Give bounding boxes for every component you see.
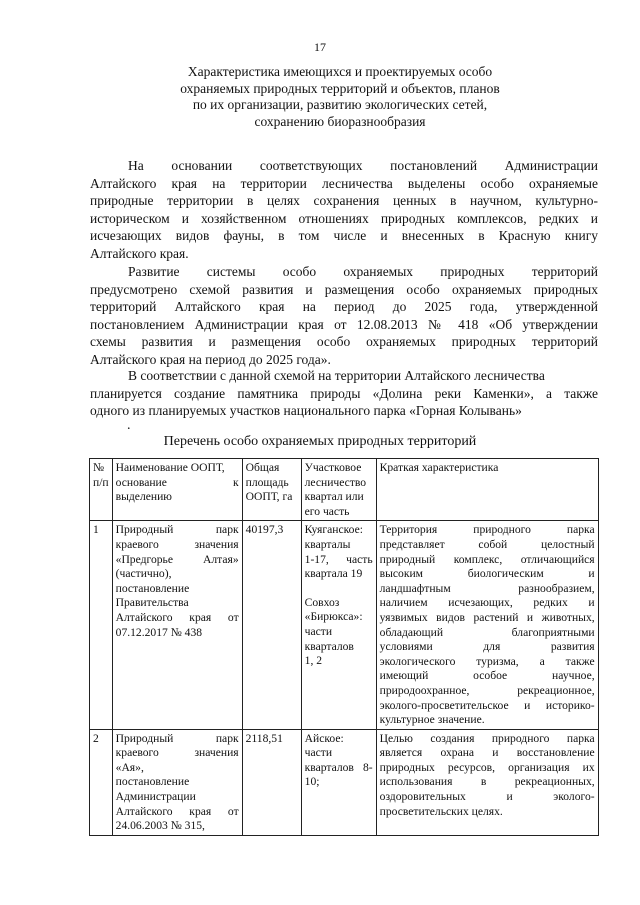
header-description: Краткая характеристика — [376, 459, 598, 521]
paragraph-line: территорий Алтайского края на период до 2025 года, утвержденной — [90, 299, 598, 314]
heading-line: охраняемых природных территорий и объектов, планов — [180, 80, 500, 96]
cell-forestry: Куяганское: кварталы 1-17, часть квартала 19 Совхоз «Бирюкса»: части кварталов 1, 2 — [301, 521, 376, 729]
cell-num: 2 — [90, 729, 113, 835]
paragraph-2 — [90, 263, 598, 368]
header-num: № п/п — [90, 459, 113, 521]
paragraph-line: схемы развития и размещения особо охраняемых природных территорий — [90, 334, 598, 349]
cell-name: Природный парк краевого значения «Предгорье Алтая» (частично), постановление Правительства Алтайского края от 07.12.2017 № 438 — [112, 521, 242, 729]
header-forestry: Участковое лесничество квартал или его часть — [301, 459, 376, 521]
paragraph-line: предусмотрено схемой развития и размещения особо охраняемых природных — [90, 281, 598, 297]
paragraph-line: историческом и хозяйственном отношениях природных комплексов, редких и — [90, 210, 598, 226]
paragraph-3 — [90, 367, 598, 420]
table-header-row — [90, 459, 599, 521]
table-title: Перечень особо охраняемых природных территорий — [163, 434, 477, 449]
page-number: 17 — [314, 40, 326, 54]
paragraph-line: исчезающих видов фауны, в том числе и внесенных в Красную книгу — [90, 228, 598, 243]
page-bottom-margin — [0, 858, 640, 905]
paragraph-line: Алтайского края на территории лесничества выделены особо охраняемые — [90, 175, 598, 191]
paragraph-line: постановлением Администрации края от 12.08.2013 № 418 «Об утверждении — [90, 316, 598, 332]
paragraph-line: природные территории в целях сохранения ценных в научном, культурно- — [90, 193, 598, 208]
heading-line: по их организации, развитию экологических сетей, — [192, 97, 488, 112]
paragraph-line: В соответствии с данной схемой на территории Алтайского лесничества — [128, 368, 545, 383]
oopt-table — [89, 458, 599, 836]
header-area: Общая площадь ООПТ, га — [242, 459, 301, 521]
paragraph-line: Алтайского края. — [90, 245, 189, 261]
cell-description: Целью создания природного парка является охрана и восстановление природных ресурсов, организация их использования в рекреационных, оздоровительных и эколого- просветительских целях. — [376, 729, 598, 835]
cell-area: 40197,3 — [242, 521, 301, 729]
section-heading — [140, 64, 540, 130]
heading-line: сохранению биоразнообразия — [254, 113, 426, 129]
paragraph-1 — [90, 157, 598, 262]
cell-num: 1 — [90, 521, 113, 729]
paragraph-line: Алтайского края на период до 2025 года». — [90, 351, 331, 367]
header-name: Наименование ООПТ, основание к выделению — [112, 459, 242, 521]
cell-description: Территория природного парка представляет собой целостный природный комплекс, отличающийся высоким биологическим и ландшафтным разнообразием, наличием исчезающих, редких и уязвимых видов растений и животных, обладающий благоприятными условиями для развития экологического туризма, а также имеющий особое научное, природоохранное, рекреационное, эколого-просветительское и историко- культурное значение. — [376, 521, 598, 729]
paragraph-line: одного из планируемых участков национального парка «Горная Колывань» — [90, 403, 522, 418]
cell-forestry: Айское: части кварталов 8- 10; — [301, 729, 376, 835]
paragraph-line: планируется создание памятника природы «Долина реки Каменки», а также — [90, 385, 598, 401]
heading-line: Характеристика имеющихся и проектируемых особо — [187, 64, 493, 79]
cell-name: Природный парк краевого значения «Ая», постановление Администрации Алтайского края от 24.06.2003 № 315, — [112, 729, 242, 835]
table-row — [90, 521, 599, 729]
bullet-dot: . — [127, 418, 131, 433]
paragraph-line: Развитие системы особо охраняемых природных территорий — [128, 264, 598, 279]
cell-area: 2118,51 — [242, 729, 301, 835]
table-row — [90, 729, 599, 835]
paragraph-line: На основании соответствующих постановлений Администрации — [128, 158, 598, 173]
